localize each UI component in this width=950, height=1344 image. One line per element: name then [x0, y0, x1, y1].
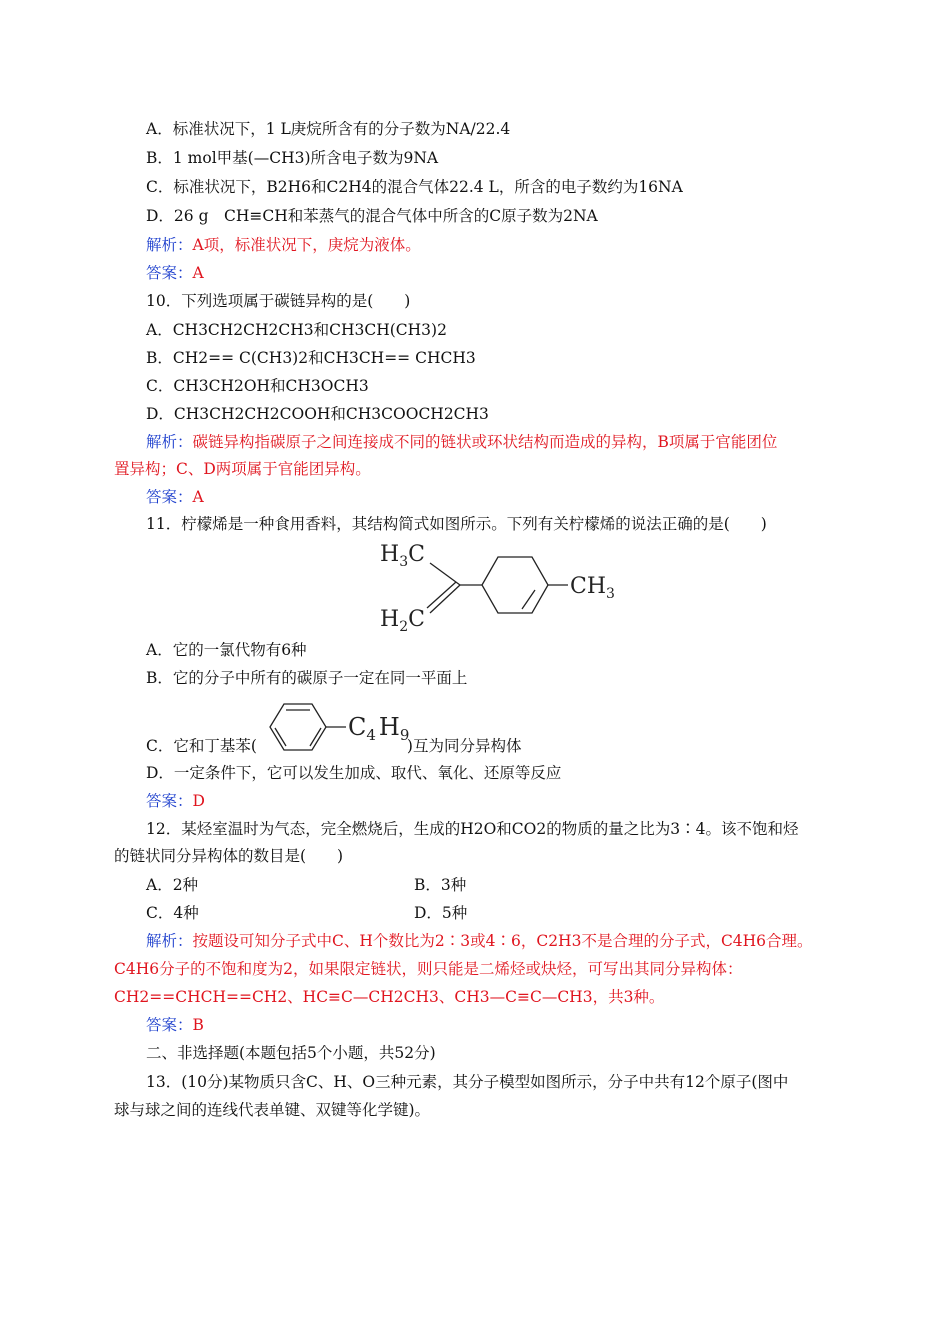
- q12-stem: 12．某烃室温时为气态，完全燃烧后，生成的H2O和CO2的物质的量之比为3∶4。该不饱和烃: [146, 820, 799, 838]
- q13-stem-cont: 球与球之间的连线代表单键、双键等化学键)。: [114, 1101, 431, 1119]
- q10-option-c: C．CH3CH2OH和CH3OCH3: [146, 377, 369, 395]
- q11-stem: 11．柠檬烯是一种食用香料，其结构简式如图所示。下列有关柠檬烯的说法正确的是( ): [146, 515, 767, 533]
- q10-answer: [146, 486, 204, 508]
- q12-explanation-cont2: CH2==CHCH==CH2、HC≡C—CH2CH3、CH3—C≡C—CH3，共3种。: [114, 988, 665, 1006]
- q9-option-a: A．标准状况下，1 L庚烷所含有的分子数为NA/22.4: [146, 120, 511, 138]
- q9-option-d: D．26 g CH≡CH和苯蒸气的混合气体中所含的C原子数为2NA: [146, 207, 598, 225]
- q11-option-a: A．它的一氯代物有6种: [146, 641, 307, 659]
- q11-option-c-suffix: )互为同分异构体: [406, 737, 522, 755]
- c4h9-label: $C_4$ $H_9$: [348, 713, 410, 744]
- answer-label: 答案：: [146, 264, 193, 282]
- butylbenzene-structure: [262, 697, 422, 757]
- q12-explanation: [146, 930, 813, 952]
- explanation-label: 解析：: [146, 433, 193, 451]
- section-two-heading: 二、非选择题(本题包括5个小题，共52分): [146, 1044, 436, 1062]
- q9-option-b: B．1 mol甲基(—CH3)所含电子数为9NA: [146, 149, 439, 167]
- q12-answer: [146, 1014, 204, 1036]
- q12-explanation-cont1: C4H6分子的不饱和度为2，如果限定链状，则只能是二烯烃或炔烃，可写出其同分异构体：: [114, 960, 743, 978]
- q11-option-b: B．它的分子中所有的碳原子一定在同一平面上: [146, 669, 468, 687]
- answer-value: D: [192, 792, 205, 810]
- q10-stem: 10．下列选项属于碳链异构的是( ): [146, 292, 411, 310]
- q11-option-d: D．一定条件下，它可以发生加成、取代、氧化、还原等反应: [146, 764, 562, 782]
- q12-option-b: B．3种: [414, 876, 467, 894]
- q10-explanation: [146, 431, 777, 453]
- explanation-text: 碳链异构指碳原子之间连接成不同的链状或环状结构而造成的异构，B项属于官能团位: [192, 433, 778, 451]
- q12-options-row1: [146, 874, 467, 896]
- q12-stem-cont: 的链状同分异构体的数目是( ): [114, 847, 344, 865]
- q10-explanation-cont: 置异构；C、D两项属于官能团异构。: [114, 460, 371, 478]
- answer-value: B: [192, 1016, 204, 1034]
- explanation-text: 按题设可知分子式中C、H个数比为2∶3或4∶6，C2H3不是合理的分子式，C4H6合理。: [192, 932, 813, 950]
- answer-label: 答案：: [146, 488, 193, 506]
- q10-option-b: B．CH2== C(CH3)2和CH3CH== CHCH3: [146, 349, 476, 367]
- answer-value: A: [192, 264, 204, 282]
- q9-answer: [146, 262, 204, 284]
- q12-option-c: C．4种: [146, 904, 199, 922]
- q13-stem: 13．(10分)某物质只含C、H、O三种元素，其分子模型如图所示，分子中共有12个原子(图中: [146, 1073, 789, 1091]
- h2c-label: $H_2C$: [380, 607, 425, 635]
- q10-option-d: D．CH3CH2CH2COOH和CH3COOCH2CH3: [146, 405, 489, 423]
- q11-answer: [146, 790, 205, 812]
- limonene-structure: [370, 535, 620, 635]
- answer-label: 答案：: [146, 1016, 193, 1034]
- h3c-label: $H_3C$: [380, 542, 425, 570]
- q12-option-a: A．2种: [146, 876, 199, 894]
- q9-option-c: C．标准状况下，B2H6和C2H4的混合气体22.4 L，所含的电子数约为16NA: [146, 178, 683, 196]
- q11-option-c-prefix: C．它和丁基苯(: [146, 737, 257, 755]
- explanation-label: 解析：: [146, 236, 193, 254]
- explanation-text: A项，标准状况下，庚烷为液体。: [192, 236, 421, 254]
- answer-value: A: [192, 488, 204, 506]
- q10-option-a: A．CH3CH2CH2CH3和CH3CH(CH3)2: [146, 321, 447, 339]
- q12-option-d: D．5种: [414, 904, 468, 922]
- q9-explanation: [146, 234, 421, 256]
- answer-label: 答案：: [146, 792, 193, 810]
- q12-options-row2: [146, 902, 468, 924]
- explanation-label: 解析：: [146, 932, 193, 950]
- ch3-label: $CH_3$: [570, 574, 615, 602]
